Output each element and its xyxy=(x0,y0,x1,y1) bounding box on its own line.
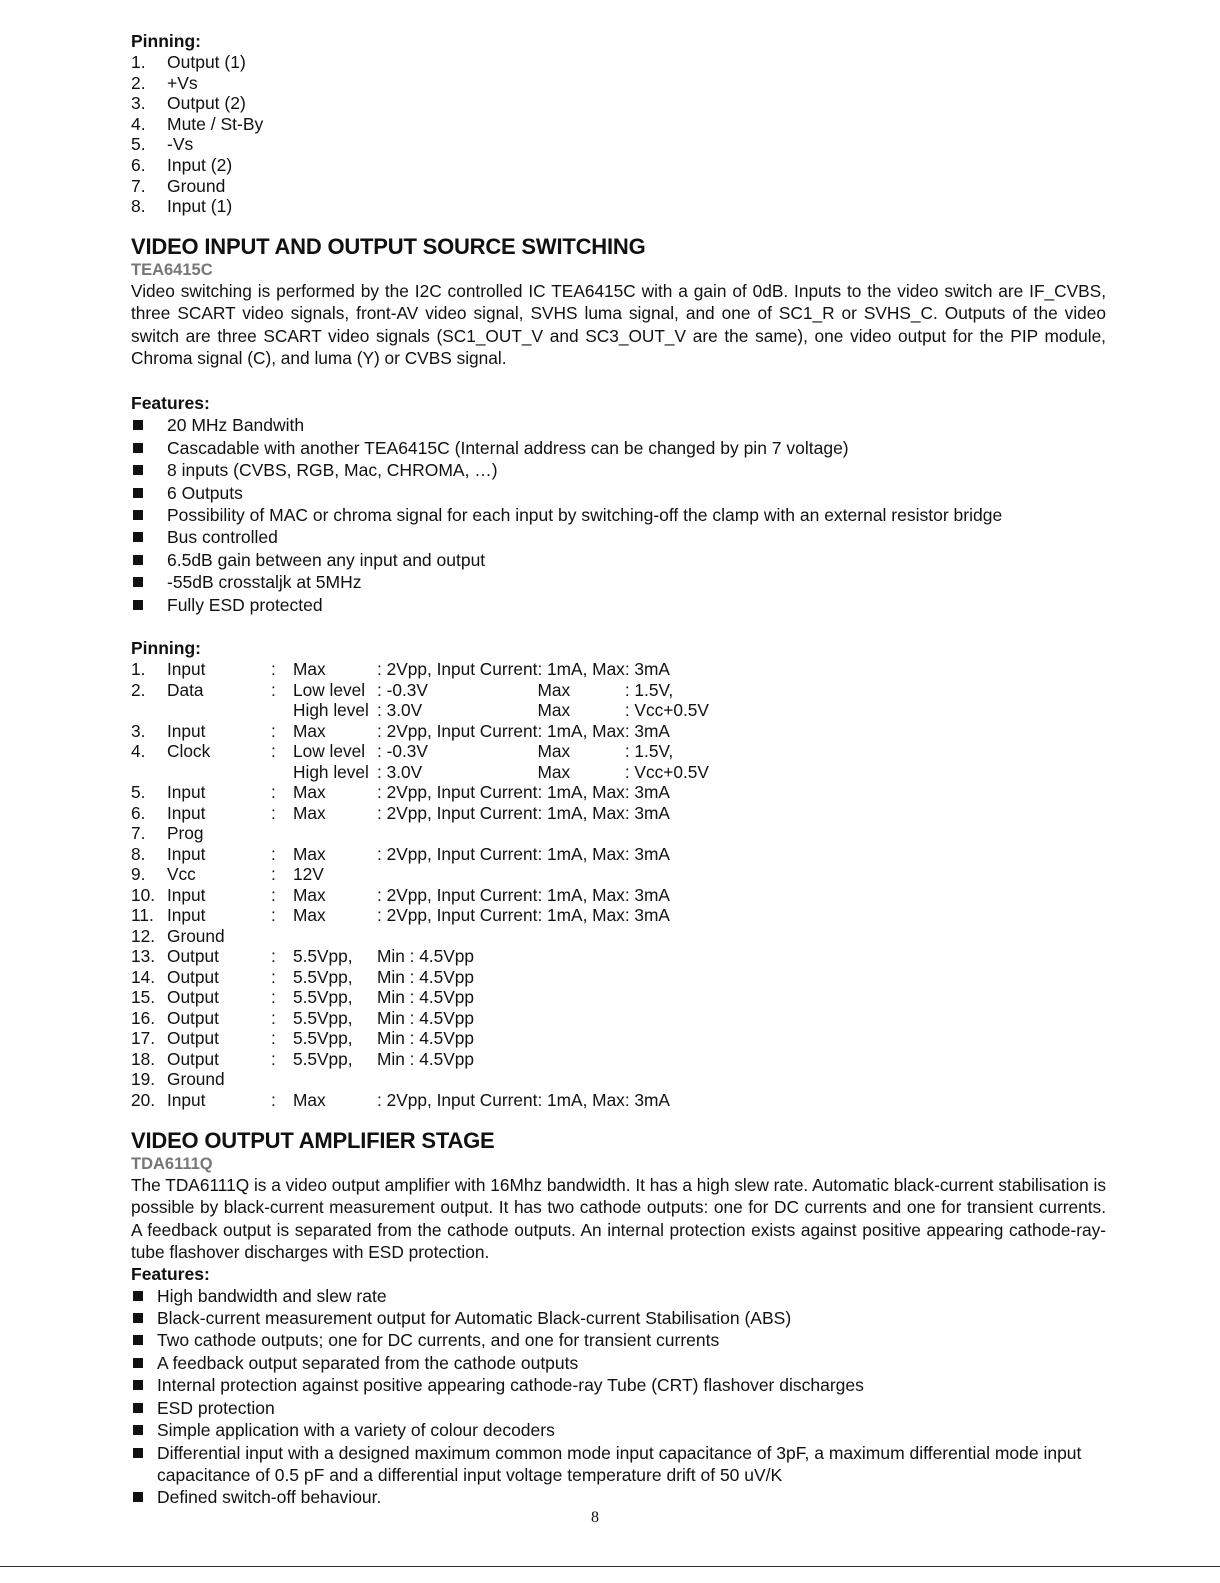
table-cell: Vcc xyxy=(167,864,196,885)
table-cell xyxy=(167,700,271,721)
table-row xyxy=(131,762,735,783)
bullet-icon xyxy=(131,459,167,481)
table-cell xyxy=(271,700,293,721)
table-cell: : 1.5V, xyxy=(624,679,674,700)
list-item: 20 MHz Bandwith xyxy=(131,414,1106,436)
table-cell: 4. xyxy=(131,741,146,762)
table-cell: Output xyxy=(167,966,219,987)
table-cell: 16. xyxy=(131,1007,156,1028)
table-cell: Max xyxy=(293,659,326,680)
pinning-table-body xyxy=(131,659,735,1110)
list-item: Cascadable with another TEA6415C (Internal address can be changed by pin 7 voltage) xyxy=(131,437,1106,459)
pinning-label: Pinning: xyxy=(131,31,201,51)
list-item: High bandwidth and slew rate xyxy=(131,1285,1106,1307)
list-item: Fully ESD protected xyxy=(131,594,1106,616)
table-cell xyxy=(625,1008,735,1029)
table-cell: Min : 4.5Vpp xyxy=(377,987,475,1008)
table-cell: : xyxy=(271,782,276,803)
bullet-icon xyxy=(131,526,167,548)
bullet-icon xyxy=(131,594,167,616)
table-cell: Max xyxy=(537,700,571,721)
table-cell: : xyxy=(271,659,276,680)
table-cell: Max xyxy=(537,761,571,782)
table-cell: Max xyxy=(293,905,326,926)
table-row xyxy=(131,844,735,865)
table-row xyxy=(131,721,735,742)
table-cell: Ground xyxy=(167,925,225,946)
table-cell: : 1mA, Max xyxy=(537,720,625,741)
bullet-icon xyxy=(131,1397,157,1419)
list-item: Black-current measurement output for Automatic Black-current Stabilisation (ABS) xyxy=(131,1307,1106,1329)
list-item: Possibility of MAC or chroma signal for each input by switching-off the clamp with an external resistor bridge xyxy=(131,504,1106,526)
table-cell: Input xyxy=(167,720,206,741)
table-cell xyxy=(625,1049,735,1070)
table-cell: : 3mA xyxy=(624,782,670,803)
bullet-icon xyxy=(131,571,167,593)
table-cell: : 2Vpp, Input Current xyxy=(377,802,538,823)
table-cell: : 1.5V, xyxy=(624,741,674,762)
table-cell: : 3.0V xyxy=(377,700,423,721)
table-cell: 3. xyxy=(131,720,146,741)
table-cell: : 1mA, Max xyxy=(537,1089,625,1110)
chip-name: TDA6111Q xyxy=(131,1155,213,1174)
table-cell: : 3mA xyxy=(624,884,670,905)
table-cell: 10. xyxy=(131,884,156,905)
table-cell: : xyxy=(271,864,276,885)
table-cell: 14. xyxy=(131,966,156,987)
table-cell: : 1mA, Max xyxy=(537,659,625,680)
table-cell xyxy=(625,1069,735,1090)
list-item: -55dB crosstaljk at 5MHz xyxy=(131,571,1106,593)
table-cell: : 1mA, Max xyxy=(537,782,625,803)
table-cell: 9. xyxy=(131,864,146,885)
table-cell: 1. xyxy=(131,659,146,680)
table-row xyxy=(131,700,735,721)
table-cell: : xyxy=(271,720,276,741)
table-cell xyxy=(625,987,735,1008)
table-cell: Output xyxy=(167,987,219,1008)
list-item: 6.5dB gain between any input and output xyxy=(131,549,1106,571)
table-cell xyxy=(377,864,537,885)
table-cell: 20. xyxy=(131,1089,156,1110)
table-cell: 5.5Vpp, xyxy=(293,1007,353,1028)
bullet-icon xyxy=(131,482,167,504)
table-cell xyxy=(271,1069,293,1090)
table-cell: 7. xyxy=(131,823,146,844)
features-list xyxy=(131,414,1106,616)
table-cell: Max xyxy=(293,843,326,864)
table-cell: 12. xyxy=(131,925,156,946)
table-row xyxy=(131,1008,735,1029)
table-row xyxy=(131,741,735,762)
table-row xyxy=(131,823,735,844)
pinning-list xyxy=(131,52,1106,217)
list-item: Two cathode outputs; one for DC currents, and one for transient currents xyxy=(131,1329,1106,1351)
list-item: 8 inputs (CVBS, RGB, Mac, CHROMA, …) xyxy=(131,459,1106,481)
table-cell: : xyxy=(271,679,276,700)
table-cell xyxy=(271,762,293,783)
table-cell: 18. xyxy=(131,1048,156,1069)
table-cell: Input xyxy=(167,782,206,803)
table-cell: Input xyxy=(167,884,206,905)
table-cell: 13. xyxy=(131,946,156,967)
list-item: 5. -Vs xyxy=(131,134,194,155)
table-cell: : 2Vpp, Input Current xyxy=(377,905,538,926)
table-cell: Max xyxy=(537,741,571,762)
table-row xyxy=(131,1069,735,1090)
table-cell: Low level xyxy=(293,679,366,700)
table-cell: Min : 4.5Vpp xyxy=(377,966,475,987)
table-cell: Output xyxy=(167,1007,219,1028)
table-cell: : 3.0V xyxy=(377,761,423,782)
table-cell: High level xyxy=(293,700,369,721)
table-cell: : Vcc+0.5V xyxy=(624,700,709,721)
table-cell: Output xyxy=(167,1028,219,1049)
bullet-icon xyxy=(131,414,167,436)
table-cell: : xyxy=(271,966,276,987)
table-cell: : 1mA, Max xyxy=(537,843,625,864)
table-row xyxy=(131,967,735,988)
table-cell xyxy=(537,987,624,1008)
bullet-icon xyxy=(131,1374,157,1396)
table-cell: : 3mA xyxy=(624,720,670,741)
table-cell: Data xyxy=(167,679,204,700)
table-cell: : xyxy=(271,1028,276,1049)
page-number: 8 xyxy=(591,1509,599,1526)
table-cell: : Vcc+0.5V xyxy=(624,761,709,782)
table-cell: Max xyxy=(293,884,326,905)
bullet-icon xyxy=(131,1486,157,1508)
table-cell: : 1mA, Max xyxy=(537,905,625,926)
bullet-icon xyxy=(131,504,167,526)
table-cell: Low level xyxy=(293,741,366,762)
table-cell: 8. xyxy=(131,843,146,864)
table-cell xyxy=(537,1028,624,1049)
table-row xyxy=(131,905,735,926)
table-cell: 5.5Vpp, xyxy=(293,1028,353,1049)
table-cell: Input xyxy=(167,1089,206,1110)
table-cell xyxy=(293,926,377,947)
table-cell xyxy=(293,823,377,844)
table-cell xyxy=(377,823,537,844)
table-row xyxy=(131,803,735,824)
list-item: Internal protection against positive appearing cathode-ray Tube (CRT) flashover discharges xyxy=(131,1374,1106,1396)
table-cell: 6. xyxy=(131,802,146,823)
table-cell: Min : 4.5Vpp xyxy=(377,1028,475,1049)
table-cell xyxy=(625,967,735,988)
table-cell xyxy=(537,1008,624,1029)
table-cell: 11. xyxy=(131,905,154,926)
list-item: Defined switch-off behaviour. xyxy=(131,1486,1106,1508)
table-row xyxy=(131,782,735,803)
section-body: The TDA6111Q is a video output amplifier with 16Mhz bandwidth. It has a high slew rate. Automatic black-current stabilisation is possible by black-current measurement output. It has two cathode outputs: one for DC currents and one for transient currents. A feedback output is separated from the cathode outputs. An internal protection exists against positive appearing cathode-ray-tube flashover discharges with ESD protection. xyxy=(131,1175,1106,1263)
document-page xyxy=(131,31,1106,1509)
table-cell: : 1mA, Max xyxy=(537,802,625,823)
pinning-label: Pinning: xyxy=(131,638,201,659)
table-cell: : 2Vpp, Input Current xyxy=(377,782,538,803)
table-cell xyxy=(625,823,735,844)
table-cell: : xyxy=(271,843,276,864)
list-item: A feedback output separated from the cathode outputs xyxy=(131,1352,1106,1374)
list-item: Simple application with a variety of colour decoders xyxy=(131,1419,1106,1441)
table-row xyxy=(131,987,735,1008)
table-row xyxy=(131,1090,735,1111)
table-cell xyxy=(625,864,735,885)
table-cell: Output xyxy=(167,1048,219,1069)
list-item: Bus controlled xyxy=(131,526,1106,548)
features-label: Features: xyxy=(131,393,210,414)
table-cell: 19. xyxy=(131,1069,156,1090)
bullet-icon xyxy=(131,1442,157,1487)
bullet-icon xyxy=(131,1307,157,1329)
table-row xyxy=(131,659,735,680)
table-cell: Max xyxy=(293,720,326,741)
table-cell: Prog xyxy=(167,823,204,844)
table-cell xyxy=(131,762,167,783)
bullet-icon xyxy=(131,1352,157,1374)
table-row xyxy=(131,680,735,701)
table-cell: 5.5Vpp, xyxy=(293,966,353,987)
section-title: VIDEO OUTPUT AMPLIFIER STAGE xyxy=(131,1128,495,1154)
table-cell xyxy=(537,823,624,844)
table-cell: 5.5Vpp, xyxy=(293,1048,353,1069)
table-cell: : 3mA xyxy=(624,1089,670,1110)
table-cell: : 2Vpp, Input Current xyxy=(377,884,538,905)
table-cell: Input xyxy=(167,802,206,823)
table-cell xyxy=(271,926,293,947)
table-cell: 17. xyxy=(131,1028,156,1049)
bottom-rule xyxy=(0,1566,1220,1567)
table-cell: : 2Vpp, Input Current xyxy=(377,720,538,741)
table-cell xyxy=(537,926,624,947)
table-cell: High level xyxy=(293,761,369,782)
table-cell xyxy=(537,967,624,988)
table-cell: Max xyxy=(293,1089,326,1110)
table-cell xyxy=(537,1049,624,1070)
list-item: 4. Mute / St-By xyxy=(131,113,264,134)
list-item: 2. +Vs xyxy=(131,72,198,93)
bullet-icon xyxy=(131,1419,157,1441)
table-cell xyxy=(167,762,271,783)
bullet-icon xyxy=(131,437,167,459)
table-cell: Min : 4.5Vpp xyxy=(377,946,475,967)
table-row xyxy=(131,1028,735,1049)
table-cell xyxy=(131,700,167,721)
table-cell: Output xyxy=(167,946,219,967)
table-cell xyxy=(625,946,735,967)
table-row xyxy=(131,864,735,885)
table-cell: : 2Vpp, Input Current xyxy=(377,1089,538,1110)
table-cell: Clock xyxy=(167,741,211,762)
table-cell: : 3mA xyxy=(624,843,670,864)
table-row xyxy=(131,885,735,906)
table-cell: : xyxy=(271,1089,276,1110)
table-cell xyxy=(377,926,537,947)
list-item: Differential input with a designed maximum common mode input capacitance of 3pF, a maximum differential mode input capacitance of 0.5 pF and a differential input voltage temperature drift of 50 uV/K xyxy=(131,1442,1106,1487)
table-cell: : 2Vpp, Input Current xyxy=(377,843,538,864)
table-row xyxy=(131,926,735,947)
table-cell: 2. xyxy=(131,679,146,700)
bullet-icon xyxy=(131,1329,157,1351)
table-row xyxy=(131,946,735,967)
bullet-icon xyxy=(131,1285,157,1307)
list-item: 7. Ground xyxy=(131,175,226,196)
table-cell: : -0.3V xyxy=(377,741,428,762)
table-cell: : xyxy=(271,741,276,762)
table-cell: : 3mA xyxy=(624,905,670,926)
table-cell: : xyxy=(271,987,276,1008)
table-cell: Min : 4.5Vpp xyxy=(377,1007,475,1028)
pinning-table xyxy=(131,659,735,1110)
chip-name: TEA6415C xyxy=(131,260,213,279)
table-cell: : xyxy=(271,884,276,905)
table-cell: : 3mA xyxy=(624,659,670,680)
list-item: 1. Output (1) xyxy=(131,52,246,72)
table-cell: : xyxy=(271,802,276,823)
table-cell: : 1mA, Max xyxy=(537,884,625,905)
table-row xyxy=(131,1049,735,1070)
table-cell: : xyxy=(271,946,276,967)
table-cell: Max xyxy=(537,679,571,700)
table-cell xyxy=(377,1069,537,1090)
table-cell: : xyxy=(271,1048,276,1069)
table-cell: Max xyxy=(293,782,326,803)
features-label: Features: xyxy=(131,1263,210,1284)
list-item: 8. Input (1) xyxy=(131,196,233,217)
table-cell: : 2Vpp, Input Current xyxy=(377,659,538,680)
table-cell xyxy=(537,946,624,967)
table-cell: 15. xyxy=(131,987,156,1008)
table-cell: Input xyxy=(167,659,206,680)
table-cell: Max xyxy=(293,802,326,823)
list-item: 3. Output (2) xyxy=(131,93,246,114)
table-cell: : xyxy=(271,905,276,926)
table-cell xyxy=(625,926,735,947)
features-list xyxy=(131,1285,1106,1509)
table-cell xyxy=(537,1069,624,1090)
table-cell: : -0.3V xyxy=(377,679,428,700)
table-cell: 5.5Vpp, xyxy=(293,946,353,967)
table-cell: : 3mA xyxy=(624,802,670,823)
table-cell: 5.5Vpp, xyxy=(293,987,353,1008)
list-item: 6. Input (2) xyxy=(131,154,233,175)
table-cell: Input xyxy=(167,843,206,864)
table-cell xyxy=(271,823,293,844)
table-cell: : xyxy=(271,1007,276,1028)
bullet-icon xyxy=(131,549,167,571)
table-cell xyxy=(537,864,624,885)
table-cell xyxy=(625,1028,735,1049)
table-cell xyxy=(293,1069,377,1090)
section-title: VIDEO INPUT AND OUTPUT SOURCE SWITCHING xyxy=(131,233,646,259)
list-item: ESD protection xyxy=(131,1397,1106,1419)
section-body: Video switching is performed by the I2C controlled IC TEA6415C with a gain of 0dB. Inputs to the video switch are IF_CVBS, three SCART video signals, front-AV video signal, SVHS luma signal, and one of SC1_R or SVHS_C. Outputs of the video switch are three SCART video signals (SC1_OUT_V and SC3_OUT_V are the same), one video output for the PIP module, Chroma signal (C), and luma (Y) or CVBS signal. xyxy=(131,280,1106,368)
list-item: 6 Outputs xyxy=(131,482,1106,504)
table-cell: Ground xyxy=(167,1069,225,1090)
table-cell: Min : 4.5Vpp xyxy=(377,1048,475,1069)
table-cell: 12V xyxy=(293,864,324,885)
table-cell: 5. xyxy=(131,782,146,803)
table-cell: Input xyxy=(167,905,206,926)
